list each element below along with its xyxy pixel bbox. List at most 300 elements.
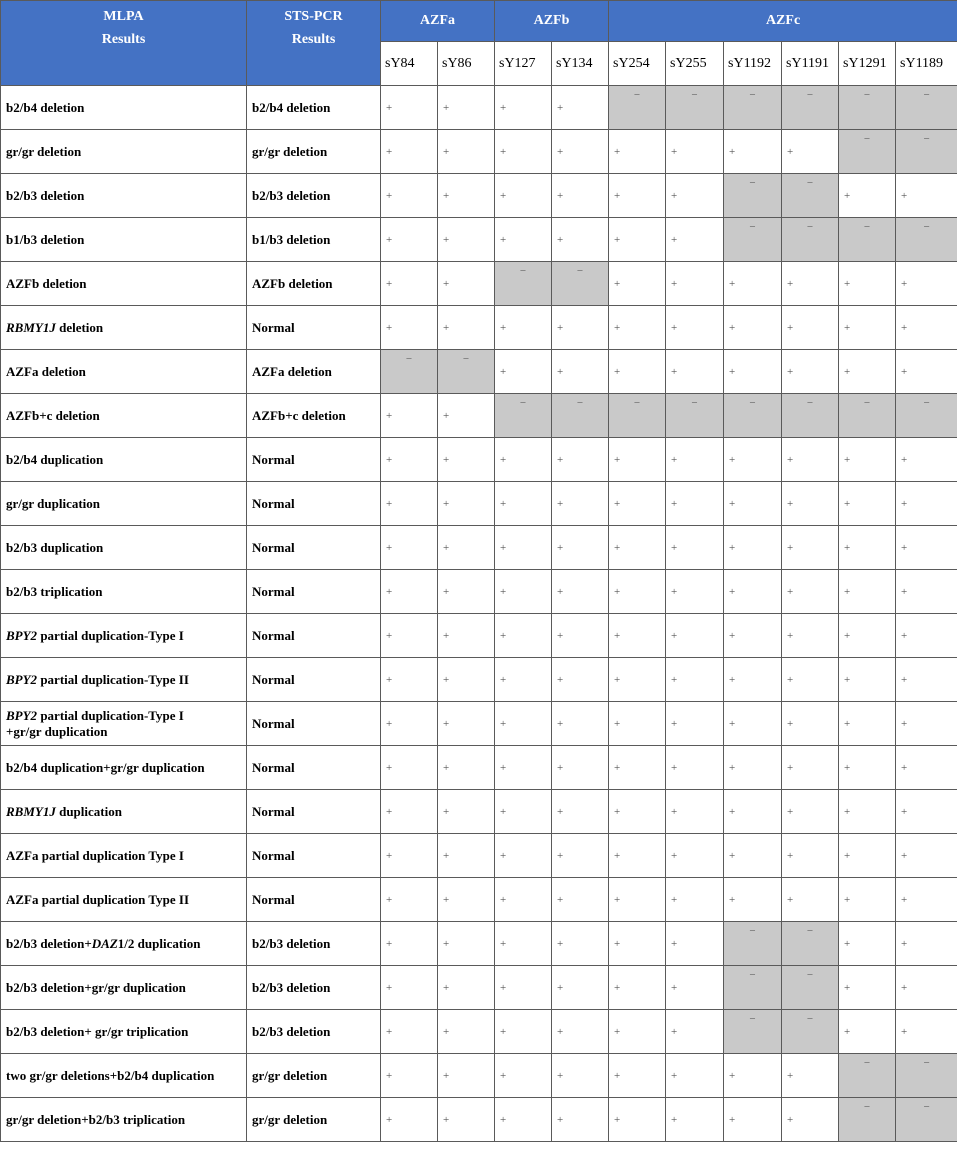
marker-header-sy1189: sY1189 [896, 42, 957, 86]
mlpa-text: b2/b3 deletion+gr/gr duplication [6, 979, 186, 995]
marker-present-cell: + [724, 350, 782, 394]
marker-present-cell: + [782, 130, 839, 174]
marker-present-cell: + [839, 570, 896, 614]
mlpa-result-cell [1, 218, 247, 262]
azfa-group-header: AZFa [381, 1, 495, 42]
marker-present-cell: + [552, 438, 609, 482]
mlpa-header-line1: MLPA [103, 9, 144, 24]
marker-present-cell: + [381, 966, 438, 1010]
marker-present-cell: + [666, 1010, 724, 1054]
gene-name: BPY2 [6, 627, 38, 643]
mlpa-text: deletion [55, 319, 104, 335]
marker-present-cell: + [552, 482, 609, 526]
table-row [1, 1054, 957, 1098]
marker-absent-cell: − [609, 394, 666, 438]
marker-header-sy1291: sY1291 [839, 42, 896, 86]
marker-absent-cell: − [666, 394, 724, 438]
table-row [1, 746, 957, 790]
marker-absent-cell: − [609, 86, 666, 130]
marker-present-cell: + [381, 834, 438, 878]
sts-pcr-result-cell: b2/b4 deletion [247, 86, 381, 130]
marker-present-cell: + [438, 438, 495, 482]
marker-present-cell: + [782, 1098, 839, 1142]
marker-present-cell: + [438, 394, 495, 438]
marker-present-cell: + [552, 614, 609, 658]
table-row [1, 658, 957, 702]
marker-present-cell: + [782, 658, 839, 702]
marker-present-cell: + [896, 262, 957, 306]
marker-present-cell: + [666, 1098, 724, 1142]
marker-present-cell: + [495, 702, 552, 746]
marker-present-cell: + [724, 306, 782, 350]
sts-pcr-result-cell: Normal [247, 834, 381, 878]
marker-present-cell: + [495, 614, 552, 658]
marker-present-cell: + [552, 218, 609, 262]
marker-header-sy127: sY127 [495, 42, 552, 86]
marker-present-cell: + [839, 746, 896, 790]
marker-present-cell: + [609, 218, 666, 262]
marker-present-cell: + [381, 174, 438, 218]
marker-present-cell: + [724, 1054, 782, 1098]
marker-absent-cell: − [724, 922, 782, 966]
marker-absent-cell: − [782, 394, 839, 438]
marker-present-cell: + [896, 350, 957, 394]
mlpa-result-cell [1, 834, 247, 878]
marker-header-sy84: sY84 [381, 42, 438, 86]
marker-present-cell: + [438, 790, 495, 834]
marker-present-cell: + [782, 350, 839, 394]
marker-absent-cell: − [896, 86, 957, 130]
mlpa-result-cell [1, 1010, 247, 1054]
mlpa-text: b2/b3 duplication [6, 539, 104, 555]
marker-absent-cell: − [782, 218, 839, 262]
azfb-group-header: AZFb [495, 1, 609, 42]
marker-absent-cell: − [896, 1054, 957, 1098]
table-row [1, 1010, 957, 1054]
marker-present-cell: + [438, 1054, 495, 1098]
marker-present-cell: + [381, 614, 438, 658]
mlpa-result-cell [1, 702, 247, 746]
marker-present-cell: + [609, 878, 666, 922]
marker-absent-cell: − [782, 1010, 839, 1054]
mlpa-text: AZFb deletion [6, 275, 87, 291]
marker-present-cell: + [724, 262, 782, 306]
gene-name: BPY2 [6, 671, 38, 687]
marker-absent-cell: − [552, 394, 609, 438]
marker-present-cell: + [438, 922, 495, 966]
table-row [1, 130, 957, 174]
marker-present-cell: + [552, 86, 609, 130]
marker-present-cell: + [724, 746, 782, 790]
marker-present-cell: + [438, 130, 495, 174]
mlpa-result-cell [1, 878, 247, 922]
marker-header-sy1192: sY1192 [724, 42, 782, 86]
marker-header-sy134: sY134 [552, 42, 609, 86]
marker-absent-cell: − [724, 966, 782, 1010]
marker-present-cell: + [438, 614, 495, 658]
mlpa-text: b2/b3 deletion+ gr/gr triplication [6, 1023, 189, 1039]
marker-present-cell: + [495, 658, 552, 702]
marker-present-cell: + [609, 966, 666, 1010]
marker-present-cell: + [839, 966, 896, 1010]
marker-present-cell: + [666, 966, 724, 1010]
mlpa-text: partial duplication-Type I [37, 707, 184, 723]
marker-present-cell: + [381, 482, 438, 526]
marker-header-sy255: sY255 [666, 42, 724, 86]
marker-present-cell: + [839, 1010, 896, 1054]
marker-present-cell: + [839, 658, 896, 702]
marker-present-cell: + [552, 878, 609, 922]
table-row [1, 614, 957, 658]
mlpa-text: two gr/gr deletions+b2/b4 duplication [6, 1067, 215, 1083]
marker-present-cell: + [896, 614, 957, 658]
marker-absent-cell: − [495, 262, 552, 306]
marker-absent-cell: − [782, 174, 839, 218]
marker-present-cell: + [438, 1010, 495, 1054]
marker-present-cell: + [782, 570, 839, 614]
table-row [1, 86, 957, 130]
marker-present-cell: + [609, 1010, 666, 1054]
sts-pcr-result-cell: b2/b3 deletion [247, 174, 381, 218]
marker-present-cell: + [552, 350, 609, 394]
sts-header-line2: Results [291, 32, 336, 47]
marker-present-cell: + [896, 658, 957, 702]
gene-name: BPY2 [6, 707, 38, 723]
marker-present-cell: + [381, 702, 438, 746]
marker-header-sy254: sY254 [609, 42, 666, 86]
marker-present-cell: + [896, 702, 957, 746]
table-row [1, 790, 957, 834]
table-row [1, 526, 957, 570]
marker-present-cell: + [381, 526, 438, 570]
marker-present-cell: + [609, 922, 666, 966]
marker-present-cell: + [839, 262, 896, 306]
marker-present-cell: + [839, 614, 896, 658]
marker-absent-cell: − [666, 86, 724, 130]
marker-present-cell: + [839, 526, 896, 570]
marker-present-cell: + [896, 834, 957, 878]
mlpa-text: gr/gr duplication [6, 495, 101, 511]
table-row [1, 262, 957, 306]
sts-pcr-result-cell: b2/b3 deletion [247, 966, 381, 1010]
table-row [1, 218, 957, 262]
marker-present-cell: + [438, 174, 495, 218]
marker-present-cell: + [381, 1054, 438, 1098]
marker-present-cell: + [552, 306, 609, 350]
marker-present-cell: + [381, 394, 438, 438]
mlpa-text: partial duplication-Type II [37, 671, 189, 687]
table-row [1, 702, 957, 746]
marker-present-cell: + [666, 306, 724, 350]
marker-present-cell: + [495, 570, 552, 614]
marker-present-cell: + [495, 306, 552, 350]
mlpa-text: b2/b3 triplication [6, 583, 103, 599]
marker-absent-cell: − [896, 394, 957, 438]
marker-present-cell: + [839, 922, 896, 966]
sts-pcr-result-cell: b2/b3 deletion [247, 1010, 381, 1054]
marker-absent-cell: − [896, 218, 957, 262]
marker-present-cell: + [495, 746, 552, 790]
marker-absent-cell: − [839, 86, 896, 130]
results-body [1, 86, 957, 1142]
marker-absent-cell: − [782, 966, 839, 1010]
marker-present-cell: + [438, 306, 495, 350]
marker-present-cell: + [552, 790, 609, 834]
marker-present-cell: + [609, 746, 666, 790]
marker-present-cell: + [381, 86, 438, 130]
marker-present-cell: + [896, 306, 957, 350]
sts-pcr-result-cell: AZFb+c deletion [247, 394, 381, 438]
table-row [1, 878, 957, 922]
azfc-group-header: AZFc [609, 1, 957, 42]
mlpa-text: 1/2 duplication [117, 935, 201, 951]
marker-present-cell: + [495, 1054, 552, 1098]
marker-present-cell: + [381, 878, 438, 922]
marker-present-cell: + [724, 130, 782, 174]
table-row [1, 922, 957, 966]
marker-present-cell: + [666, 130, 724, 174]
marker-present-cell: + [438, 526, 495, 570]
marker-present-cell: + [438, 570, 495, 614]
table-row [1, 966, 957, 1010]
marker-present-cell: + [724, 658, 782, 702]
marker-present-cell: + [666, 526, 724, 570]
marker-present-cell: + [782, 614, 839, 658]
marker-present-cell: + [724, 702, 782, 746]
marker-absent-cell: − [724, 174, 782, 218]
mlpa-text: gr/gr deletion+b2/b3 triplication [6, 1111, 186, 1127]
marker-absent-cell: − [782, 922, 839, 966]
marker-present-cell: + [381, 570, 438, 614]
marker-present-cell: + [666, 218, 724, 262]
marker-present-cell: + [552, 174, 609, 218]
marker-present-cell: + [666, 790, 724, 834]
marker-present-cell: + [839, 306, 896, 350]
marker-absent-cell: − [724, 394, 782, 438]
marker-present-cell: + [896, 438, 957, 482]
mlpa-text: b1/b3 deletion [6, 231, 85, 247]
mlpa-text: b2/b4 duplication+gr/gr duplication [6, 759, 205, 775]
sts-header-line1: STS-PCR [284, 9, 343, 24]
marker-present-cell: + [495, 482, 552, 526]
marker-absent-cell: − [724, 218, 782, 262]
sts-pcr-result-cell: Normal [247, 614, 381, 658]
marker-absent-cell: − [839, 394, 896, 438]
marker-present-cell: + [495, 834, 552, 878]
marker-present-cell: + [839, 878, 896, 922]
marker-present-cell: + [609, 658, 666, 702]
marker-present-cell: + [552, 130, 609, 174]
marker-present-cell: + [609, 834, 666, 878]
marker-present-cell: + [495, 966, 552, 1010]
sts-pcr-result-cell: Normal [247, 306, 381, 350]
marker-present-cell: + [495, 86, 552, 130]
sts-pcr-result-cell: Normal [247, 878, 381, 922]
marker-present-cell: + [782, 790, 839, 834]
table-row [1, 438, 957, 482]
marker-present-cell: + [381, 130, 438, 174]
marker-absent-cell: − [839, 1054, 896, 1098]
sts-pcr-result-cell: gr/gr deletion [247, 130, 381, 174]
marker-present-cell: + [381, 746, 438, 790]
sts-pcr-result-cell: Normal [247, 570, 381, 614]
marker-present-cell: + [495, 790, 552, 834]
marker-absent-cell: − [896, 1098, 957, 1142]
marker-present-cell: + [666, 438, 724, 482]
marker-present-cell: + [666, 262, 724, 306]
marker-present-cell: + [495, 922, 552, 966]
marker-present-cell: + [782, 306, 839, 350]
marker-absent-cell: − [552, 262, 609, 306]
marker-present-cell: + [495, 1010, 552, 1054]
mlpa-result-cell [1, 394, 247, 438]
marker-present-cell: + [381, 658, 438, 702]
mlpa-result-cell [1, 922, 247, 966]
marker-present-cell: + [552, 658, 609, 702]
marker-present-cell: + [609, 130, 666, 174]
marker-present-cell: + [438, 1098, 495, 1142]
marker-present-cell: + [609, 174, 666, 218]
marker-present-cell: + [609, 262, 666, 306]
marker-present-cell: + [381, 1010, 438, 1054]
mlpa-text: AZFa partial duplication Type II [6, 891, 189, 907]
marker-present-cell: + [724, 526, 782, 570]
marker-present-cell: + [381, 218, 438, 262]
mlpa-result-cell [1, 262, 247, 306]
marker-header-sy86: sY86 [438, 42, 495, 86]
mlpa-result-cell [1, 482, 247, 526]
marker-present-cell: + [552, 526, 609, 570]
marker-present-cell: + [609, 526, 666, 570]
sts-pcr-result-cell: Normal [247, 526, 381, 570]
marker-absent-cell: − [839, 218, 896, 262]
marker-present-cell: + [896, 922, 957, 966]
marker-present-cell: + [609, 702, 666, 746]
sts-pcr-result-cell: Normal [247, 658, 381, 702]
marker-present-cell: + [724, 614, 782, 658]
marker-present-cell: + [609, 350, 666, 394]
marker-absent-cell: − [438, 350, 495, 394]
marker-present-cell: + [609, 1054, 666, 1098]
mlpa-text: b2/b3 deletion [6, 187, 85, 203]
marker-absent-cell: − [724, 1010, 782, 1054]
marker-present-cell: + [552, 922, 609, 966]
marker-present-cell: + [896, 790, 957, 834]
marker-header-sy1191: sY1191 [782, 42, 839, 86]
mlpa-result-cell [1, 746, 247, 790]
marker-present-cell: + [724, 878, 782, 922]
sts-pcr-result-cell: Normal [247, 790, 381, 834]
marker-present-cell: + [839, 438, 896, 482]
mlpa-text: AZFb+c deletion [6, 407, 100, 423]
gene-name: RBMY1J [6, 319, 56, 335]
mlpa-text: b2/b3 deletion+ [6, 935, 92, 951]
marker-present-cell: + [782, 262, 839, 306]
mlpa-header-line2: Results [101, 32, 146, 47]
mlpa-result-cell [1, 790, 247, 834]
mlpa-text: AZFa partial duplication Type I [6, 847, 184, 863]
marker-present-cell: + [438, 482, 495, 526]
table-row [1, 306, 957, 350]
marker-absent-cell: − [839, 130, 896, 174]
marker-present-cell: + [495, 350, 552, 394]
mlpa-result-cell [1, 350, 247, 394]
marker-present-cell: + [552, 746, 609, 790]
marker-present-cell: + [896, 174, 957, 218]
marker-present-cell: + [495, 174, 552, 218]
marker-absent-cell: − [724, 86, 782, 130]
marker-present-cell: + [839, 834, 896, 878]
marker-present-cell: + [438, 878, 495, 922]
marker-present-cell: + [381, 922, 438, 966]
marker-present-cell: + [896, 878, 957, 922]
marker-present-cell: + [724, 570, 782, 614]
mlpa-text: gr/gr deletion [6, 143, 82, 159]
marker-present-cell: + [438, 218, 495, 262]
marker-present-cell: + [381, 790, 438, 834]
marker-present-cell: + [666, 878, 724, 922]
sts-pcr-result-cell: AZFa deletion [247, 350, 381, 394]
table-row [1, 1098, 957, 1142]
marker-present-cell: + [438, 702, 495, 746]
mlpa-text: b2/b4 deletion [6, 99, 85, 115]
sts-pcr-result-cell: Normal [247, 746, 381, 790]
table-row [1, 394, 957, 438]
marker-present-cell: + [381, 1098, 438, 1142]
marker-present-cell: + [438, 834, 495, 878]
marker-present-cell: + [724, 1098, 782, 1142]
marker-present-cell: + [896, 526, 957, 570]
marker-present-cell: + [666, 174, 724, 218]
marker-present-cell: + [666, 570, 724, 614]
marker-present-cell: + [724, 834, 782, 878]
marker-present-cell: + [896, 482, 957, 526]
marker-present-cell: + [495, 1098, 552, 1142]
marker-present-cell: + [552, 834, 609, 878]
marker-present-cell: + [724, 482, 782, 526]
mlpa-result-cell [1, 526, 247, 570]
marker-present-cell: + [552, 1010, 609, 1054]
marker-present-cell: + [839, 482, 896, 526]
sts-pcr-result-cell: AZFb deletion [247, 262, 381, 306]
sts-pcr-result-cell: Normal [247, 438, 381, 482]
mlpa-text: duplication [55, 803, 122, 819]
mlpa-results-header [1, 1, 247, 86]
marker-present-cell: + [381, 262, 438, 306]
marker-present-cell: + [782, 746, 839, 790]
mlpa-text: +gr/gr duplication [6, 723, 108, 739]
marker-present-cell: + [438, 746, 495, 790]
marker-present-cell: + [552, 1054, 609, 1098]
marker-present-cell: + [666, 658, 724, 702]
marker-present-cell: + [438, 262, 495, 306]
sts-pcr-result-cell: b1/b3 deletion [247, 218, 381, 262]
table-row [1, 834, 957, 878]
marker-present-cell: + [609, 570, 666, 614]
sts-pcr-result-cell: b2/b3 deletion [247, 922, 381, 966]
mlpa-result-cell [1, 174, 247, 218]
mlpa-result-cell [1, 1054, 247, 1098]
marker-present-cell: + [839, 350, 896, 394]
marker-present-cell: + [782, 834, 839, 878]
marker-absent-cell: − [495, 394, 552, 438]
sts-pcr-results-header [247, 1, 381, 86]
marker-present-cell: + [666, 614, 724, 658]
mlpa-result-cell [1, 614, 247, 658]
mlpa-result-cell [1, 130, 247, 174]
mlpa-result-cell [1, 438, 247, 482]
marker-present-cell: + [495, 438, 552, 482]
